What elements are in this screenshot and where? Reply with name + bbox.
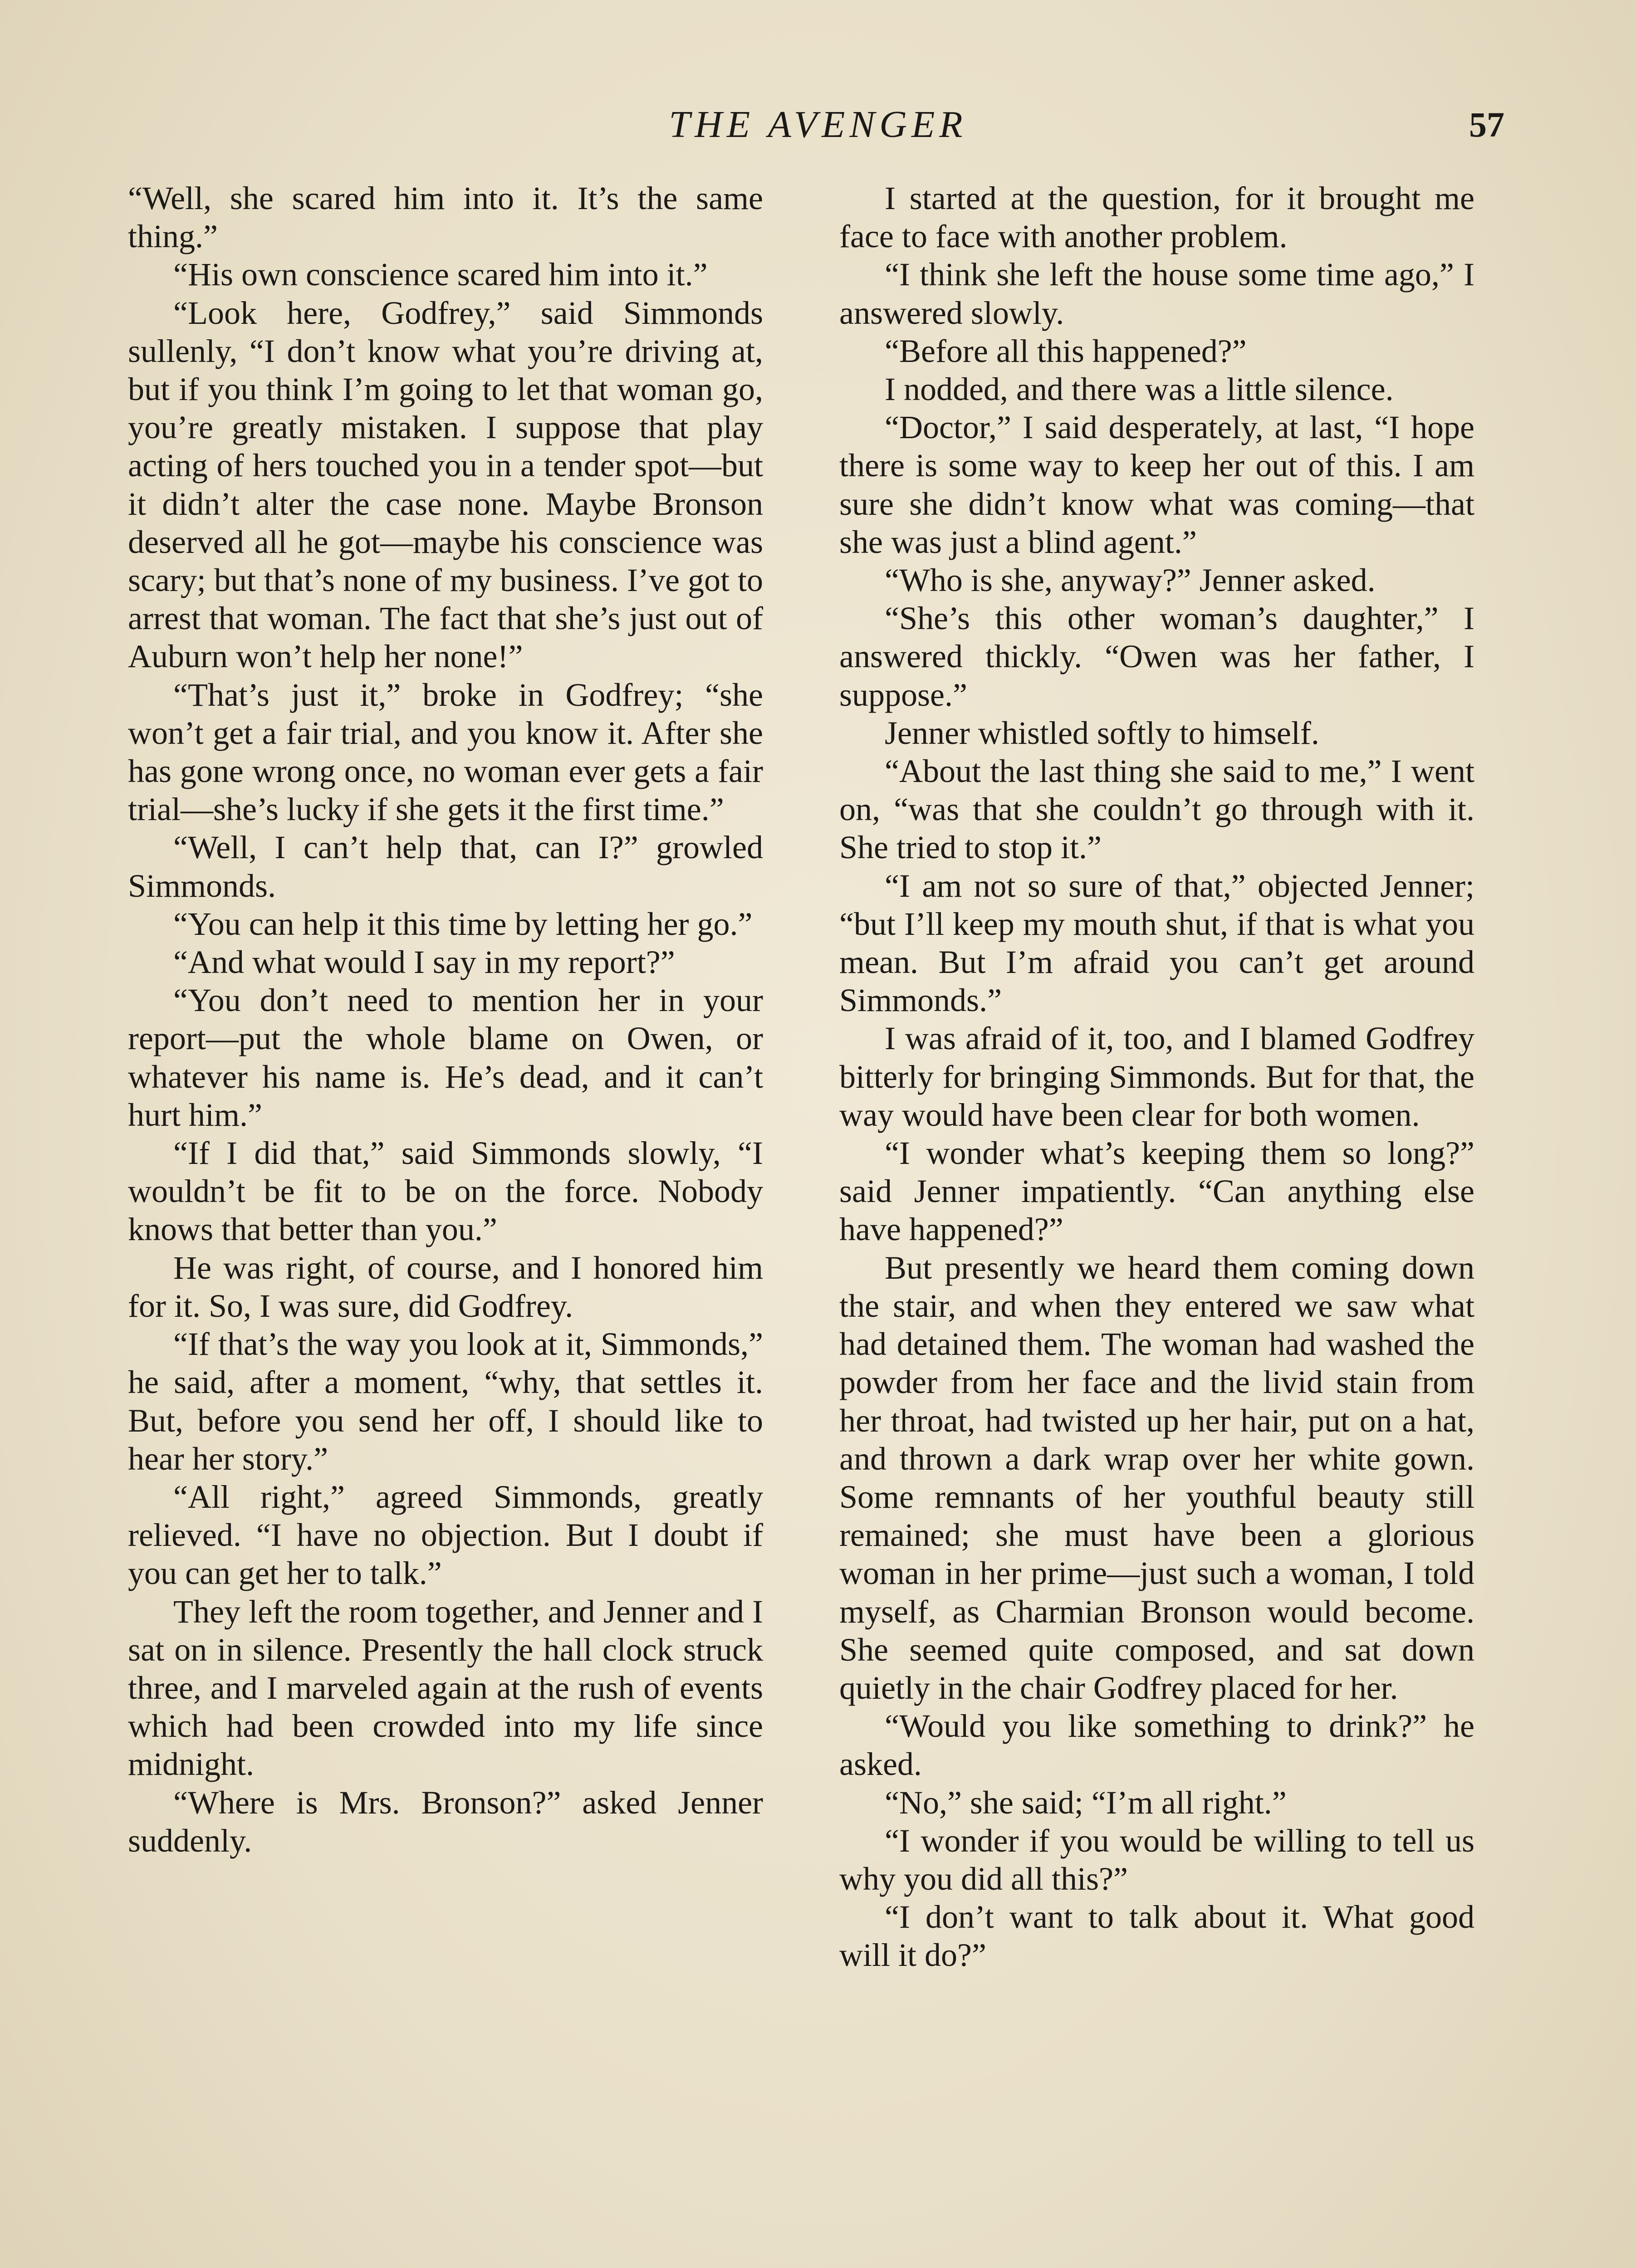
- paragraph: “No,” she said; “I’m all right.”: [885, 1784, 1287, 1821]
- paragraph: “I wonder if you would be willing to tell us why you did all this?”: [839, 1822, 1474, 1897]
- paragraph: “I don’t want to talk about it. What good will it do?”: [839, 1899, 1474, 1974]
- page-header: [0, 95, 1636, 154]
- paragraph: “Look here, Godfrey,” said Simmonds sullenly, “I don’t know what you’re driving at, but if you think I’m going to let that woman go, you’re greatly mistaken. I suppose that play acting of hers touched you in a tender spot—but it didn’t alter the case none. Maybe Bronson deserved all he got—maybe his conscience was scary; but that’s none of my business. I’ve got to arrest that woman. The fact that she’s just out of Auburn won’t help her none!”: [128, 294, 763, 675]
- paragraph: I was afraid of it, too, and I blamed Godfrey bitterly for bringing Simmonds. But for that, the way would have been clear for both women.: [839, 1020, 1474, 1133]
- paragraph: “If that’s the way you look at it, Simmonds,” he said, after a moment, “why, that settles it. But, before you send her off, I should like to hear her story.”: [128, 1326, 763, 1477]
- paragraph: “I wonder what’s keeping them so long?” said Jenner impatiently. “Can anything else have happened?”: [839, 1135, 1474, 1248]
- paragraph: I started at the question, for it brought me face to face with another problem.: [839, 180, 1474, 255]
- paragraph: He was right, of course, and I honored him for it. So, I was sure, did Godfrey.: [128, 1249, 763, 1324]
- left-column: [128, 179, 763, 1860]
- paragraph: “All right,” agreed Simmonds, greatly relieved. “I have no objection. But I doubt if you can get her to talk.”: [128, 1478, 763, 1592]
- paragraph: “Well, I can’t help that, can I?” growled Simmonds.: [128, 829, 763, 904]
- paragraph: “Before all this happened?”: [885, 332, 1247, 369]
- paragraph: “You can help it this time by letting her go.”: [173, 905, 753, 942]
- paragraph: “Well, she scared him into it. It’s the same thing.”: [128, 180, 763, 255]
- paragraph: “Who is she, anyway?” Jenner asked.: [885, 562, 1376, 599]
- paragraph: “She’s this other woman’s daughter,” I answered thickly. “Owen was her father, I suppose.”: [839, 600, 1474, 713]
- paragraph: “Doctor,” I said desperately, at last, “I hope there is some way to keep her out of this. I am sure she didn’t know what was coming—that she was just a blind agent.”: [839, 409, 1474, 560]
- paragraph: “If I did that,” said Simmonds slowly, “I wouldn’t be fit to be on the force. Nobody knows that better than you.”: [128, 1135, 763, 1248]
- paragraph: I nodded, and there was a little silence.: [885, 371, 1394, 408]
- paragraph: “About the last thing she said to me,” I went on, “was that she couldn’t go through with it. She tried to stop it.”: [839, 753, 1474, 866]
- paragraph: But presently we heard them coming down the stair, and when they entered we saw what had detained them. The woman had washed the powder from her face and the livid stain from her throat, had twisted up her hair, put on a hat, and thrown a dark wrap over her white gown. Some remnants of her youthful beauty still remained; she must have been a glorious woman in her prime—just such a woman, I told myself, as Charmian Bronson would become. She seemed quite composed, and sat down quietly in the chair Godfrey placed for her.: [839, 1249, 1474, 1706]
- paragraph: “That’s just it,” broke in Godfrey; “she won’t get a fair trial, and you know it. After she has gone wrong once, no woman ever gets a fair trial—she’s lucky if she gets it the first time.”: [128, 676, 763, 828]
- paragraph: “His own conscience scared him into it.”: [173, 256, 708, 293]
- paragraph: “Where is Mrs. Bronson?” asked Jenner suddenly.: [128, 1784, 763, 1859]
- paragraph: They left the room together, and Jenner and I sat on in silence. Presently the hall clock struck three, and I marveled again at the rush of events which had been crowded into my life since midnight.: [128, 1593, 763, 1783]
- paragraph: “I am not so sure of that,” objected Jenner; “but I’ll keep my mouth shut, if that is what you mean. But I’m afraid you can’t get around Simmonds.”: [839, 867, 1474, 1019]
- page-number: 57: [1469, 105, 1504, 144]
- paragraph: “You don’t need to mention her in your report—put the whole blame on Owen, or whatever his name is. He’s dead, and it can’t hurt him.”: [128, 982, 763, 1133]
- paragraph: Jenner whistled softly to himself.: [885, 714, 1319, 751]
- paragraph: “Would you like something to drink?” he asked.: [839, 1708, 1474, 1783]
- paragraph: “I think she left the house some time ago,” I answered slowly.: [839, 256, 1474, 331]
- right-column: [839, 179, 1474, 1975]
- paragraph: “And what would I say in my report?”: [173, 944, 675, 981]
- running-title: THE AVENGER: [669, 103, 967, 146]
